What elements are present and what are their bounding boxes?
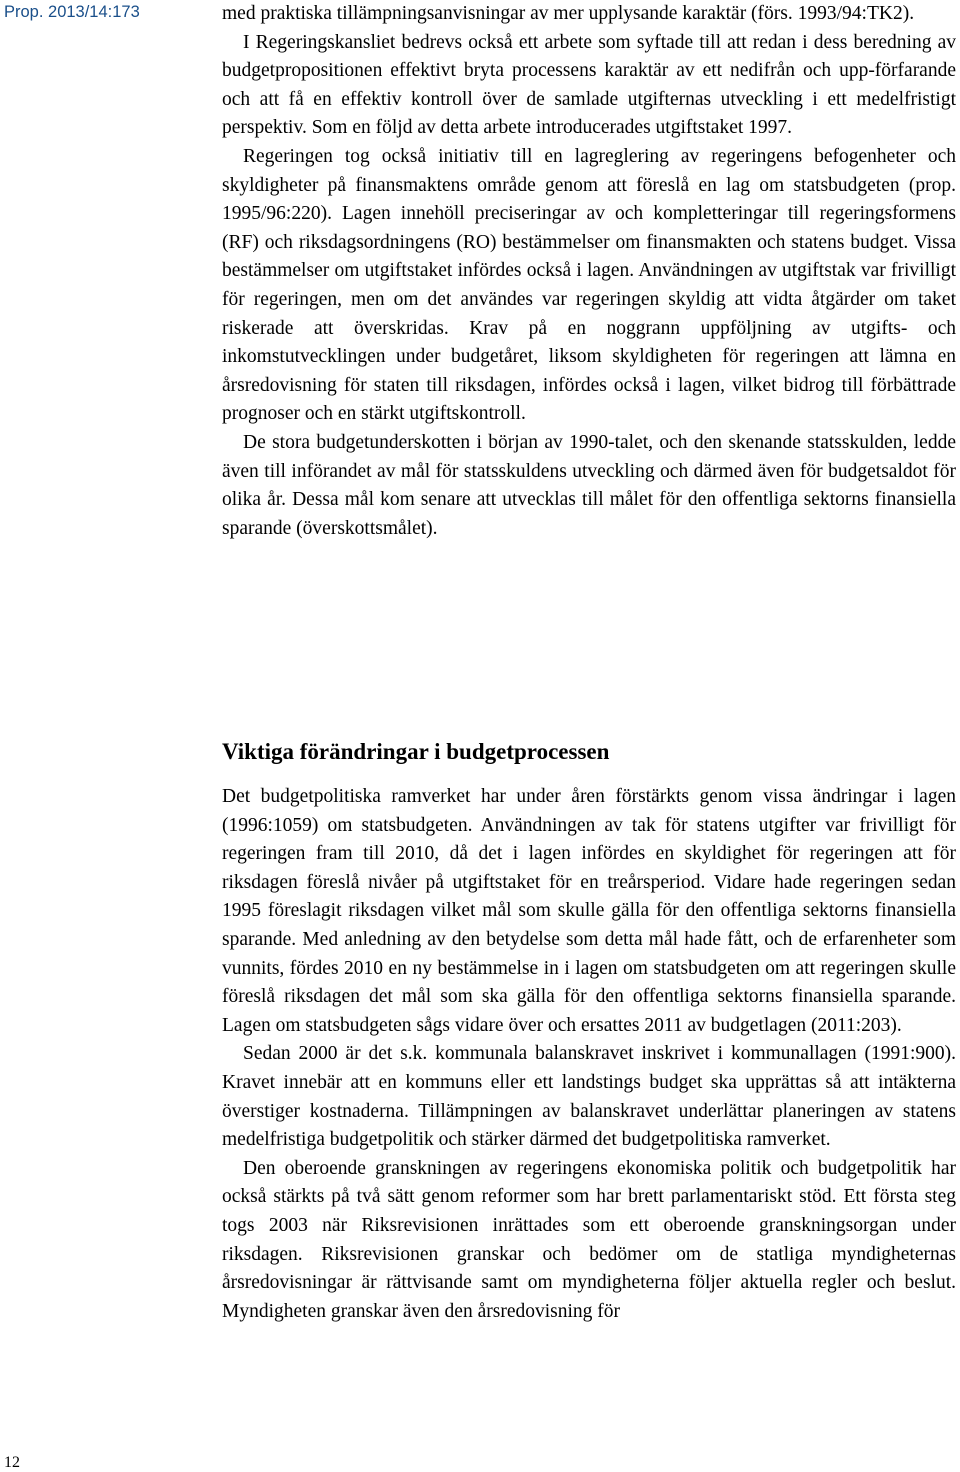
paragraph: Regeringen tog också initiativ till en lagreglering av regeringens befogenheter och skyldigheter på finansmaktens område genom att föreslå en lag om statsbudgeten (prop. 1995/96:220). Lagen innehöll preciseringar av och kompletteringar till regeringsformens (RF) och riksdagsordningens (RO) bestämmelser om finansmakten och statens budget. Vissa bestämmelser om utgiftstaket infördes också i lagen. Användningen av utgiftstak var frivilligt för regeringen, men om det användes var regeringen skyldig att vidta åtgärder om taket riskerade att överskridas. Krav på en noggrann uppföljning av utgifts- och inkomstutvecklingen under budgetåret, liksom skyldigheten för regeringen att lämna en årsredovisning för staten till riksdagen, infördes också i lagen, vilket bidrog till förbättrade prognoser och en stärkt utgiftskontroll. [222,145,956,425]
paragraph: I Regeringskansliet bedrevs också ett arbete som syftade till att redan i dess beredning av budgetpropositionen effektivt bryta processens karaktär av ett nedifrån och upp-förfarande och att få en effektiv kontroll över de samlade utgifternas utveckling i ett medelfristigt perspektiv. Som en följd av detta arbete introducerades utgiftstaket 1997. [222,31,956,139]
document-reference: Prop. 2013/14:173 [4,3,140,21]
body-text-top [222,0,956,543]
paragraph: Den oberoende granskningen av regeringens ekonomiska politik och budgetpolitik har också stärkts på två sätt genom reformer som har brett parlamentariskt stöd. Ett första steg togs 2003 när Riksrevisionen inrättades som ett oberoende granskningsorgan under riksdagen. Riksrevisionen granskar och bedömer om de statliga myndigheternas årsredovisningar är rättvisande samt om myndigheterna följer aktuella regler och beslut. Myndigheten granskar även den årsredovisning för [222,1157,956,1322]
section-heading: Viktiga förändringar i budgetprocessen [222,739,610,764]
paragraph: med praktiska tillämpningsanvisningar av mer upplysande karaktär (förs. 1993/94:TK2). [222,3,915,24]
paragraph: Sedan 2000 är det s.k. kommunala balanskravet inskrivet i kommunallagen (1991:900). Kravet innebär att en kommuns eller ett landstings budget ska upprättas så att intäkterna överstiger kostnaderna. Tillämpningen av balanskravet underlättar planeringen av statens medelfristiga budgetpolitik och stärker därmed det budgetpolitiska ramverket. [222,1043,956,1151]
section-viktiga-forandringar [222,737,956,1326]
paragraph: De stora budgetunderskotten i början av 1990-talet, och den skenande statsskulden, ledde även till införandet av mål för statsskuldens utveckling och därmed även för budgetsaldot för olika år. Dessa mål kom senare att utvecklas till målet för den offentliga sektorns finansiella sparande (överskottsmålet). [222,431,956,539]
paragraph: Det budgetpolitiska ramverket har under åren förstärkts genom vissa ändringar i lagen (1996:1059) om statsbudgeten. Användningen av tak för statens utgifter var frivilligt för regeringen fram till 2010, då det i lagen infördes en skyldighet för regeringen att för riksdagen föreslå nivåer på utgiftstaket för en treårsperiod. Vidare hade regeringen sedan 1995 föreslagit riksdagen vilket mål som skulle gälla för den offentliga sektorns finansiella sparande. Med anledning av den betydelse som detta mål hade fått, och de erfarenheter som vunnits, fördes 2010 en ny bestämmelse in i lagen om statsbudgeten om att regeringen skulle föreslå riksdagen det mål som ska gälla för den offentliga sektorns finansiella sparande. Lagen om statsbudgeten sågs vidare över och ersattes 2011 av budgetlagen (2011:203). [222,786,956,1036]
page-number: 12 [4,1454,20,1471]
